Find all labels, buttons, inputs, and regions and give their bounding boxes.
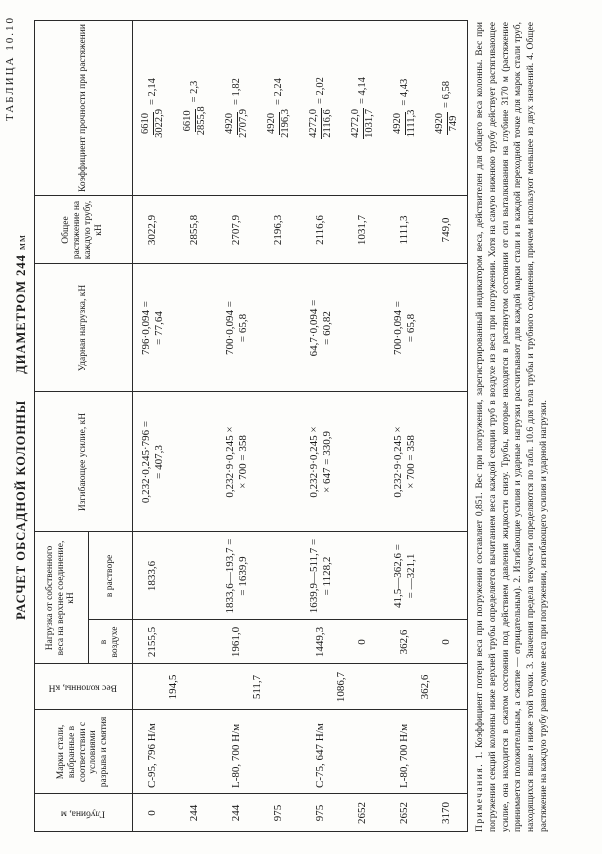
cell-impact bbox=[174, 264, 216, 392]
header-depth: Глубина, м bbox=[60, 808, 106, 819]
fraction bbox=[140, 109, 165, 138]
table-rule bbox=[34, 531, 468, 532]
cell-air: 2155,5 bbox=[146, 626, 159, 658]
fraction-denominator: 2707,9 bbox=[237, 109, 249, 138]
header-safety: Коэффициент прочности при растяжении bbox=[77, 24, 88, 192]
cell-steel: L-80, 700 Н/м bbox=[230, 723, 243, 788]
table-label: ТАБЛИЦА 10.10 bbox=[4, 16, 16, 121]
fraction-denominator: 1111,3 bbox=[405, 109, 417, 138]
fraction bbox=[392, 110, 417, 138]
safety-value: = 6,58 bbox=[440, 81, 452, 108]
cell-impact: 796·0,094 = = 77,64 bbox=[139, 301, 165, 355]
safety-value: = 1,82 bbox=[230, 78, 242, 106]
fraction-numerator: 4272,0 bbox=[350, 108, 363, 139]
cell-depth: 2652 bbox=[356, 802, 369, 824]
cell-total: 1111,3 bbox=[398, 215, 411, 245]
fraction-numerator: 4920 bbox=[266, 112, 279, 135]
cell-safety bbox=[216, 20, 258, 196]
notes-lead: Примечания. bbox=[475, 762, 485, 832]
safety-fraction bbox=[140, 78, 165, 138]
cell-air: 1961,0 bbox=[230, 626, 243, 658]
cell-steel: С-95, 796 Н/м bbox=[146, 723, 159, 788]
fraction bbox=[308, 108, 333, 139]
fraction bbox=[224, 109, 249, 138]
cell-total: 3022,9 bbox=[146, 214, 159, 246]
header-air: в воздухе bbox=[99, 626, 120, 658]
fraction-denominator: 2855,8 bbox=[195, 106, 207, 136]
cell-depth: 244 bbox=[188, 804, 201, 822]
cell-bending bbox=[426, 392, 468, 532]
cell-solution bbox=[258, 532, 300, 620]
cell-depth: 975 bbox=[272, 804, 285, 822]
safety-value: = 2,3 bbox=[188, 80, 200, 103]
table-rule bbox=[88, 619, 468, 620]
cell-total: 2116,6 bbox=[314, 215, 327, 245]
cell-weight bbox=[363, 664, 405, 710]
fraction bbox=[182, 106, 207, 135]
cell-impact bbox=[426, 264, 468, 392]
cell-safety bbox=[258, 20, 300, 196]
table-rule bbox=[34, 263, 468, 264]
table-rule bbox=[34, 195, 468, 196]
cell-bending: 0,232·9·0,245 × × 700 = 358 bbox=[223, 426, 249, 498]
cell-solution: 1833,6—193,7 = = 1639,9 bbox=[223, 538, 249, 614]
safety-value: = 2,14 bbox=[146, 78, 158, 106]
safety-fraction bbox=[392, 79, 417, 138]
cell-bending bbox=[342, 392, 384, 532]
header-bending: Изгибающее усилие, кН bbox=[77, 412, 88, 512]
cell-impact bbox=[258, 264, 300, 392]
casing-table bbox=[34, 20, 468, 832]
cell-bending bbox=[174, 392, 216, 532]
fraction-denominator: 1031,7 bbox=[363, 109, 375, 138]
fraction-denominator: 749 bbox=[447, 115, 459, 132]
cell-air: 0 bbox=[440, 639, 453, 645]
cell-total: 749,0 bbox=[440, 217, 453, 243]
cell-impact bbox=[342, 264, 384, 392]
cell-depth: 244 bbox=[230, 804, 243, 822]
cell-solution bbox=[342, 532, 384, 620]
table-rule bbox=[467, 20, 468, 832]
fraction-numerator: 6610 bbox=[140, 112, 153, 135]
cell-total: 2855,8 bbox=[188, 214, 201, 246]
cell-depth: 2652 bbox=[398, 802, 411, 824]
fraction-numerator: 6610 bbox=[182, 109, 195, 132]
cell-steel bbox=[426, 710, 468, 794]
cell-safety bbox=[384, 20, 426, 196]
safety-value: = 4,43 bbox=[398, 78, 410, 106]
table-rule bbox=[34, 20, 35, 832]
notes bbox=[474, 22, 551, 832]
cell-safety bbox=[132, 20, 174, 196]
table-title bbox=[14, 0, 29, 854]
cell-steel bbox=[342, 710, 384, 794]
cell-solution: 1639,9—511,7 = = 1128,2 bbox=[307, 538, 333, 614]
table-rule bbox=[34, 391, 468, 392]
cell-depth: 0 bbox=[146, 810, 159, 816]
safety-fraction bbox=[308, 77, 333, 139]
safety-value: = 2,24 bbox=[272, 78, 284, 106]
safety-fraction bbox=[350, 77, 375, 139]
cell-safety bbox=[174, 20, 216, 196]
safety-value: = 2,02 bbox=[314, 77, 326, 105]
cell-solution bbox=[174, 532, 216, 620]
fraction bbox=[434, 112, 459, 135]
cell-depth: 3170 bbox=[440, 802, 453, 824]
cell-weight: 362,6 bbox=[419, 674, 432, 700]
cell-air: 0 bbox=[356, 639, 369, 645]
cell-solution: 41,5—362,6 = = —321,1 bbox=[391, 544, 417, 608]
title-main: РАСЧЕТ ОБСАДНОЙ КОЛОННЫ bbox=[14, 399, 28, 620]
cell-air bbox=[174, 620, 216, 664]
fraction-denominator: 2116,6 bbox=[321, 109, 333, 138]
safety-fraction bbox=[182, 81, 207, 136]
cell-impact: 700·0,094 = = 65,8 bbox=[223, 301, 249, 355]
safety-fraction bbox=[434, 81, 459, 135]
safety-value: = 4,14 bbox=[356, 77, 368, 105]
cell-solution: 1833,6 bbox=[146, 560, 159, 592]
safety-fraction bbox=[224, 78, 249, 138]
cell-weight: 194,5 bbox=[167, 674, 180, 700]
cell-steel: С-75, 647 Н/м bbox=[314, 723, 327, 788]
title-diameter: ДИАМЕТРОМ 244 bbox=[14, 254, 28, 374]
fraction bbox=[350, 108, 375, 139]
cell-weight: 1086,7 bbox=[335, 671, 348, 703]
title-unit: мм bbox=[16, 234, 28, 251]
cell-bending: 0,232·9·0,245 × × 647 = 330,9 bbox=[307, 426, 333, 498]
table-rule bbox=[132, 20, 133, 832]
cell-air: 1449,3 bbox=[314, 626, 327, 658]
cell-safety bbox=[342, 20, 384, 196]
header-weight: Вес колонны, кН bbox=[48, 682, 118, 693]
fraction bbox=[266, 109, 291, 138]
cell-bending: 0,232·0,245·796 = = 407,3 bbox=[139, 420, 165, 504]
table-rule bbox=[34, 20, 468, 21]
header-total: Общее растяжение на каждую трубу, кН bbox=[61, 200, 104, 260]
fraction-numerator: 4920 bbox=[434, 112, 447, 135]
fraction-numerator: 4920 bbox=[224, 112, 237, 135]
cell-total: 2196,3 bbox=[272, 214, 285, 246]
cell-total: 2707,9 bbox=[230, 214, 243, 246]
cell-weight bbox=[279, 664, 321, 710]
cell-weight bbox=[195, 664, 237, 710]
fraction-denominator: 2196,3 bbox=[279, 109, 291, 138]
table-rule bbox=[34, 709, 468, 710]
cell-impact: 700·0,094 = = 65,8 bbox=[391, 301, 417, 355]
header-steel: Марки стали, выбранные в соответствии с условиями разрыва и смятия bbox=[55, 716, 110, 788]
cell-safety bbox=[300, 20, 342, 196]
fraction-numerator: 4920 bbox=[392, 112, 405, 135]
cell-air: 362,6 bbox=[398, 629, 411, 655]
cell-safety bbox=[426, 20, 468, 196]
table-rule bbox=[34, 663, 468, 664]
cell-bending bbox=[258, 392, 300, 532]
fraction-numerator: 4272,0 bbox=[308, 108, 321, 139]
table-rule bbox=[34, 831, 468, 832]
cell-steel: L-80, 700 Н/м bbox=[398, 723, 411, 788]
cell-steel bbox=[174, 710, 216, 794]
header-solution: в растворе bbox=[104, 554, 115, 598]
cell-weight: 511,7 bbox=[251, 674, 264, 700]
cell-depth: 975 bbox=[314, 804, 327, 822]
fraction-denominator: 3022,9 bbox=[153, 109, 165, 138]
header-impact: Ударная нагрузка, кН bbox=[77, 284, 88, 372]
safety-fraction bbox=[266, 78, 291, 138]
header-load: Нагрузка от собственного веса на верхнее соединение, кН bbox=[44, 540, 77, 656]
notes-text: 1. Коэффициент потери веса при погружении составляет 0,851. Вес при погружении, зарегистрированный индикатором веса, действителен для общего веса колонны. Вес при погружении секций колонны ниже верхней трубы определяется вычитанием веса каждой секции труб в воздухе из веса при погружении. Хотя на самую нижнюю трубу действует растягивающее усилие, она находится в сжатом состоянии под действием давления жидкости снизу. Трубы, которые находятся в растянутом состоянии от сил выталкивания на глубине 3170 м (растяжение принимается положительным, а сжатие — отрицательным). 2. Изгибающие усилия и ударные нагрузки рассчитывают для каждой марки стали и в каждой переходной точке для марок стали труб, находящихся выше и ниже этой точки. 3. Значения предела текучести определяются по табл. 10.6 для тела трубы и трубного соединения, причем используют меньшее из двух значений. 4. Общее растяжение на каждую трубу равно сумме веса при погружении, изгибающего усилия и ударной нагрузки. bbox=[475, 22, 550, 832]
cell-solution bbox=[426, 532, 468, 620]
cell-bending: 0,232·9·0,245 × × 700 = 358 bbox=[391, 426, 417, 498]
cell-steel bbox=[258, 710, 300, 794]
cell-air bbox=[258, 620, 300, 664]
cell-total: 1031,7 bbox=[356, 214, 369, 246]
table-rule bbox=[34, 793, 468, 794]
cell-impact: 64,7·0,094 = = 60,82 bbox=[307, 299, 333, 357]
table-rule bbox=[88, 532, 89, 664]
